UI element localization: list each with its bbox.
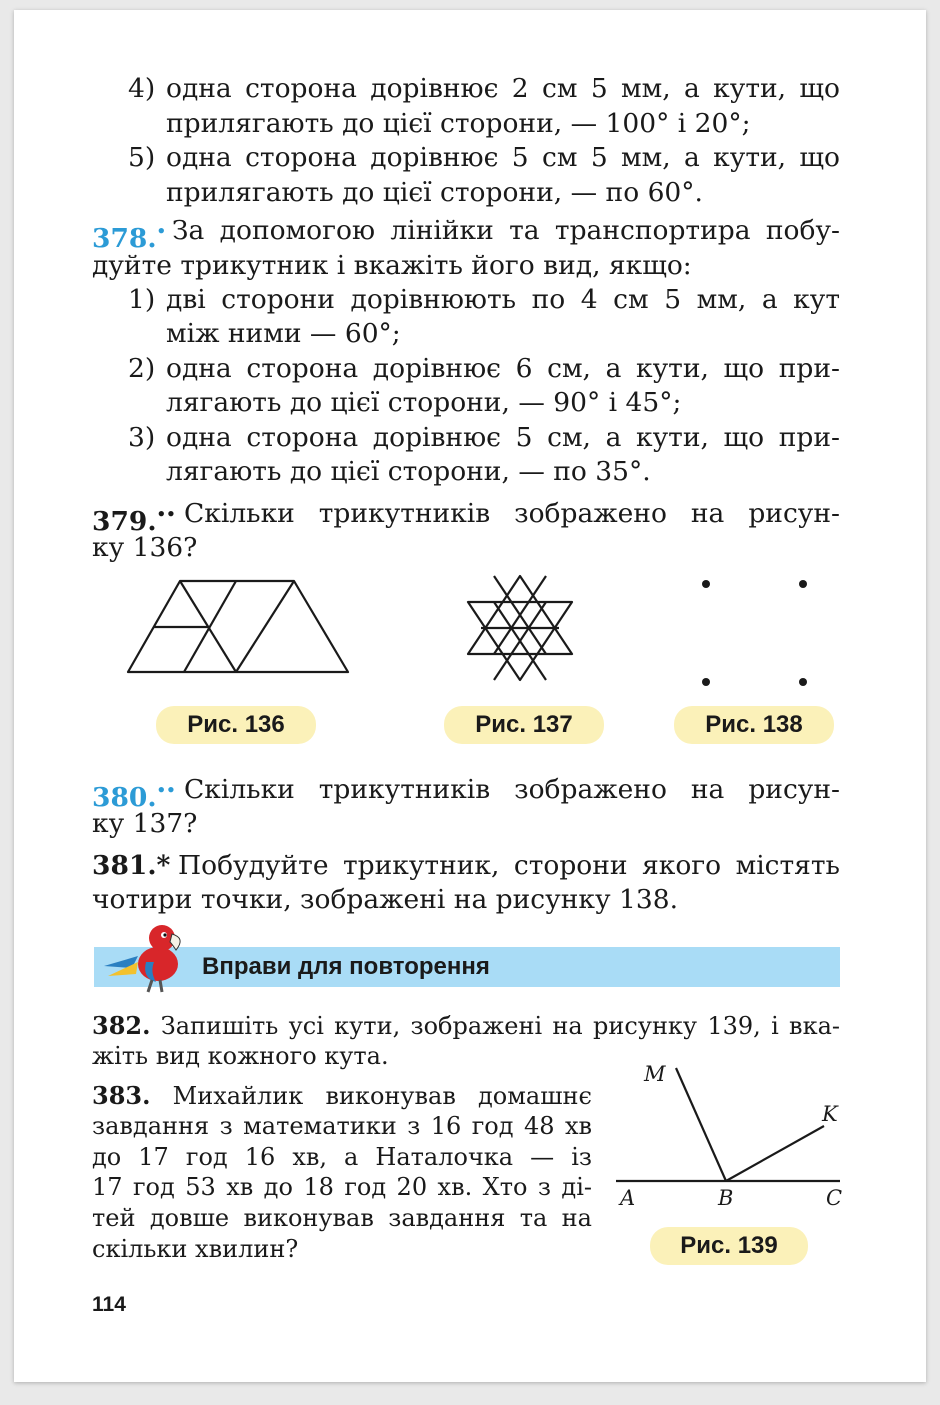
item-1-marker: 1) (128, 284, 156, 315)
fig138-label: Рис. 138 (674, 706, 834, 744)
point-b-label: B (718, 1186, 734, 1210)
problem-number: 378. (92, 223, 157, 254)
problem-number: 379. (92, 506, 157, 537)
item-1-line-1: дві сторони дорівнюють по 4 см 5 мм, а кут (166, 284, 840, 315)
item-2-line-1: одна сторона дорівнює 6 см, а кути, що при- (166, 353, 840, 384)
point-m-label: M (644, 1062, 666, 1086)
fig137-label: Рис. 137 (444, 706, 604, 744)
item-4-line-2: прилягають до цієї сторони, — 100° і 20°; (166, 108, 751, 139)
problem-380-line-1: Скільки трикутників зображено на рисун- (184, 774, 840, 805)
difficulty-mark: • (156, 222, 167, 240)
problem-383-line-5: тей довше виконував завдання та на (92, 1204, 592, 1232)
point-k-label: K (822, 1102, 838, 1126)
problem-382-text: Запишіть усі кути, зображені на рисунку 139, і вка- (160, 1012, 840, 1040)
problem-number: 382. (92, 1011, 151, 1040)
figure-139 (14, 10, 926, 1382)
problem-378-line-1: За допомогою лінійки та транспортира побу- (172, 215, 840, 246)
item-4-line-1: одна сторона дорівнює 2 см 5 мм, а кути, що (166, 73, 840, 104)
problem-383-line-6: скільки хвилин? (92, 1235, 299, 1263)
fig136-label: Рис. 136 (156, 706, 316, 744)
problem-382-line-2: жіть вид кожного кута. (92, 1042, 389, 1070)
item-2-line-2: лягають до цієї сторони, — 90° і 45°; (166, 387, 682, 418)
point-c-label: C (826, 1186, 843, 1210)
item-5-line-1: одна сторона дорівнює 5 см 5 мм, а кути, що (166, 142, 840, 173)
problem-number: 383. (92, 1081, 151, 1110)
section-title: Вправи для повторення (202, 953, 490, 980)
item-4-marker: 4) (128, 73, 156, 104)
fig139-label: Рис. 139 (650, 1227, 808, 1265)
problem-381-line-1: Побудуйте трикутник, сторони якого містять (178, 850, 840, 881)
item-1-line-2: між ними — 60°; (166, 318, 401, 349)
problem-381-line-2: чотири точки, зображені на рисунку 138. (92, 884, 678, 915)
difficulty-mark: •• (156, 505, 176, 523)
problem-number: 380. (92, 782, 157, 813)
problem-379-line-2: ку 136? (92, 532, 198, 563)
problem-383-line-4: 17 год 53 хв до 18 год 20 хв. Хто з ді- (92, 1173, 592, 1201)
item-5-line-2: прилягають до цієї сторони, — по 60°. (166, 177, 703, 208)
ray-bm (676, 1068, 726, 1181)
problem-379-line-1: Скільки трикутників зображено на рисун- (184, 498, 840, 529)
page-number: 114 (92, 1293, 126, 1316)
item-2-marker: 2) (128, 353, 156, 384)
problem-383-text: Михайлик виконував домашнє (172, 1082, 592, 1110)
item-3-marker: 3) (128, 422, 156, 453)
problem-380-line-2: ку 137? (92, 808, 198, 839)
item-3-line-2: лягають до цієї сторони, — по 35°. (166, 456, 651, 487)
problem-383-line-3: до 17 год 16 хв, а Наталочка — із (92, 1143, 592, 1171)
problem-number: 381. (92, 850, 157, 881)
difficulty-mark: •• (156, 781, 176, 799)
ray-bk (726, 1126, 824, 1181)
textbook-page (14, 10, 926, 1382)
point-a-label: A (620, 1186, 636, 1210)
problem-383-line-2: завдання з математики з 16 год 48 хв (92, 1112, 592, 1140)
item-5-marker: 5) (128, 142, 156, 173)
difficulty-mark: * (156, 850, 171, 881)
item-3-line-1: одна сторона дорівнює 5 см, а кути, що при- (166, 422, 840, 453)
problem-378-line-2: дуйте трикутник і вкажіть його вид, якщо: (92, 250, 692, 281)
